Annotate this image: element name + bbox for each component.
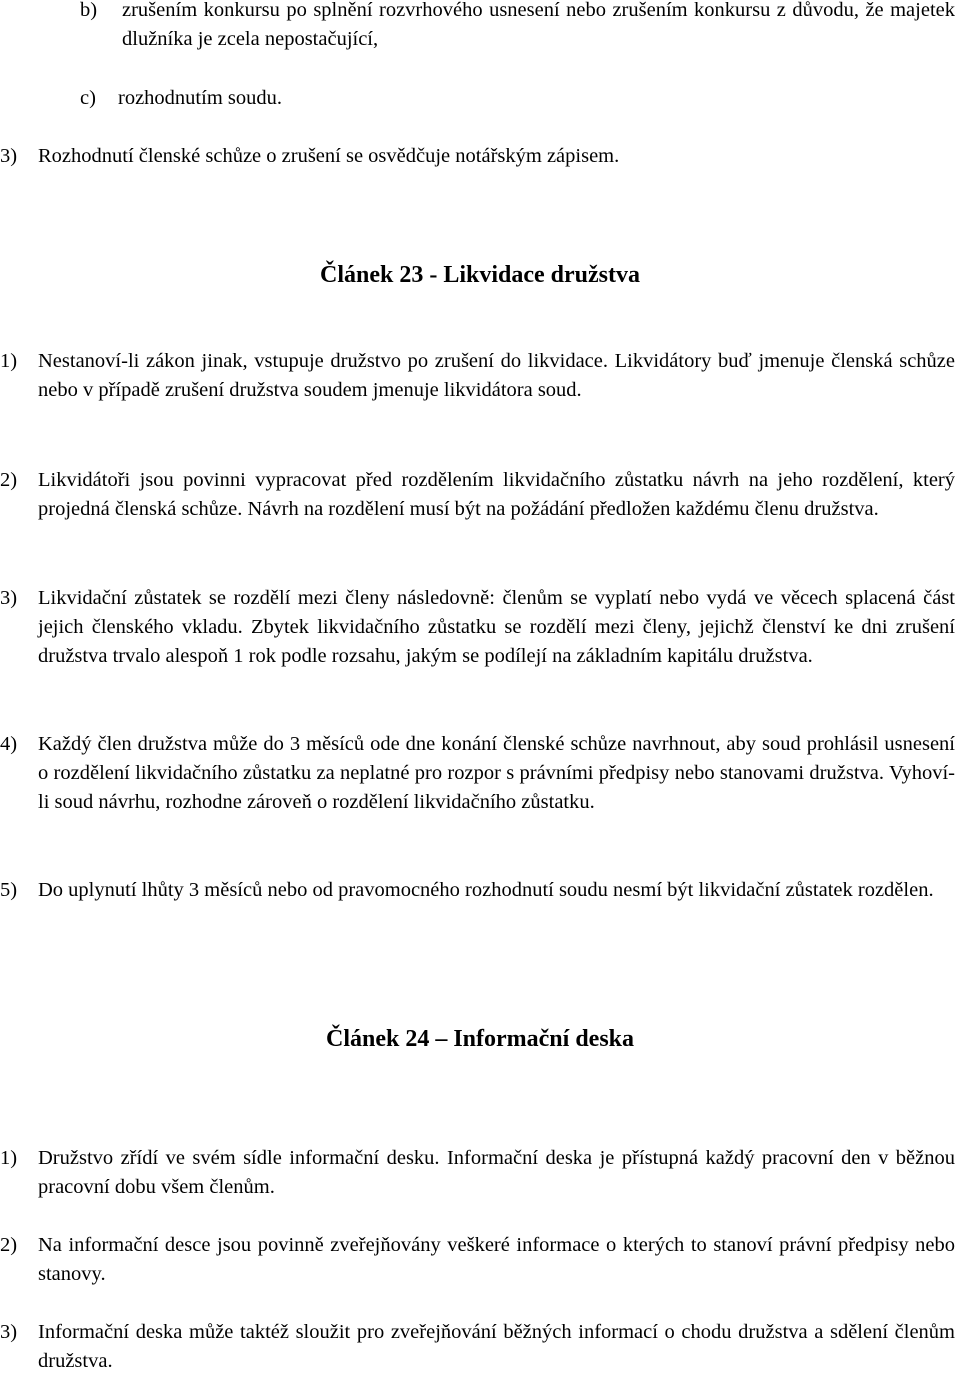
article-24-item-3-text: Informační deska může taktéž sloužit pro zveřejňování běžných informací o chodu družstva a sdělení členům družstva. (38, 1321, 955, 1372)
article-23-item-4 (0, 730, 955, 817)
article-23-item-2 (0, 466, 955, 524)
article-24-item-1-text: Družstvo zřídí ve svém sídle informační desku. Informační deska je přístupná každý pracovní den v běžnou pracovní dobu všem členům. (38, 1147, 955, 1198)
article-23-item-5 (0, 876, 955, 905)
item-c (80, 84, 950, 113)
article-24-item-1 (0, 1144, 955, 1202)
article-23-item-3 (0, 584, 955, 671)
item-3-top-number: 3) (0, 145, 18, 167)
article-23-item-1-text: Nestanoví-li zákon jinak, vstupuje družstvo po zrušení do likvidace. Likvidátory buď jmenuje členská schůze nebo v případě zrušení družstva soudem jmenuje likvidátora soud. (38, 350, 955, 401)
item-b-number: b) (80, 0, 98, 21)
article-23-title: Článek 23 - Likvidace družstva (319, 262, 640, 288)
item-c-number: c) (80, 87, 96, 109)
item-b-text: zrušením konkursu po splnění rozvrhového usnesení nebo zrušením konkursu z důvodu, že majetek dlužníka je zcela nepostačující, (122, 0, 955, 50)
article-23-item-2-text: Likvidátoři jsou povinni vypracovat před rozdělením likvidačního zůstatku návrh na jeho rozdělení, který projedná členská schůze. Návrh na rozdělení musí být na požádání předložen každému členu družstva. (38, 469, 955, 520)
item-3-top-text: Rozhodnutí členské schůze o zrušení se osvědčuje notářským zápisem. (38, 145, 620, 167)
article-23-item-3-text: Likvidační zůstatek se rozdělí mezi členy následovně: členům se vyplatí nebo vydá ve věcech splacená část jejich členského vkladu. Zbytek likvidačního zůstatku se rozdělí mezi členy, jejichž členství ke dni zrušení družstva trvalo alespoň 1 rok podle rozsahu, jakým se podílejí na základním kapitálu družstva. (38, 587, 955, 667)
article-24-item-3-number: 3) (0, 1321, 18, 1343)
item-b (0, 0, 955, 54)
article-24-item-1-number: 1) (0, 1147, 18, 1169)
article-24-title: Článek 24 – Informační deska (325, 1026, 635, 1052)
article-23-item-4-number: 4) (0, 733, 18, 755)
article-24-item-2 (0, 1231, 955, 1289)
article-23-item-1-number: 1) (0, 350, 18, 372)
article-23-item-4-text: Každý člen družstva může do 3 měsíců ode dne konání členské schůze navrhnout, aby soud prohlásil usnesení o rozdělení likvidačního zůstatku za neplatné pro rozpor s právními předpisy nebo stanovami družstva. Vyhoví-li soud návrhu, rozhodne zároveň o rozdělení likvidačního zůstatku. (38, 733, 955, 813)
item-c-text: rozhodnutím soudu. (118, 87, 282, 109)
article-23-item-5-text: Do uplynutí lhůty 3 měsíců nebo od pravomocného rozhodnutí soudu nesmí být likvidační zůstatek rozdělen. (38, 879, 934, 901)
item-3-top (0, 142, 955, 171)
article-24-item-3 (0, 1318, 955, 1376)
article-24-item-2-text: Na informační desce jsou povinně zveřejňovány veškeré informace o kterých to stanoví právní předpisy nebo stanovy. (38, 1234, 955, 1285)
article-23-item-1 (0, 347, 955, 405)
article-23-item-2-number: 2) (0, 469, 18, 491)
article-24-item-2-number: 2) (0, 1234, 18, 1256)
article-23-item-5-number: 5) (0, 879, 18, 901)
article-23-item-3-number: 3) (0, 587, 18, 609)
